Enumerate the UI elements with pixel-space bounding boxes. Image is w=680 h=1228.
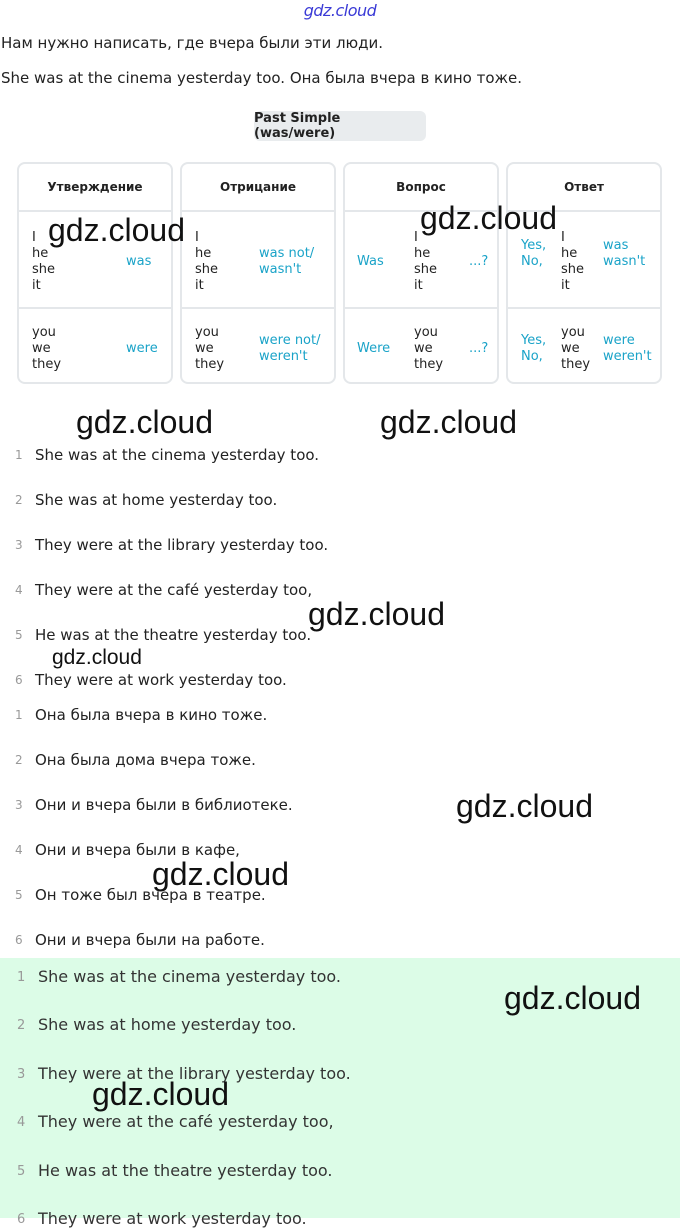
- item-number: 3: [15, 798, 23, 812]
- pronoun-list: you we they: [195, 325, 225, 372]
- item-text: Они и вчера были на работе.: [35, 931, 265, 949]
- verb-form: was: [126, 254, 152, 269]
- item-number: 5: [17, 1164, 26, 1179]
- item-number: 3: [15, 538, 23, 552]
- item-text: Она была вчера в кино тоже.: [35, 706, 268, 724]
- item-number: 2: [15, 753, 23, 767]
- item-number: 6: [15, 673, 23, 687]
- watermark: gdz.cloud: [308, 596, 445, 632]
- card-row-plural: [508, 309, 660, 404]
- item-text: She was at the cinema yesterday too.: [35, 446, 320, 464]
- verb-form: Were: [357, 341, 391, 356]
- item-text: She was at the cinema yesterday too.: [38, 967, 341, 986]
- card-row-plural: [19, 309, 171, 404]
- pronoun-list: I he she it: [195, 230, 219, 293]
- pronoun-list: I he she it: [32, 230, 56, 293]
- item-number: 4: [17, 1115, 26, 1130]
- pronoun-list: you we they: [414, 325, 444, 372]
- table-card-question: [343, 162, 499, 384]
- intro-text: Нам нужно написать, где вчера были эти люди.: [1, 34, 384, 52]
- item-number: 1: [15, 448, 23, 462]
- verb-form: were: [126, 341, 158, 356]
- yes-no: Yes, No,: [521, 238, 547, 269]
- item-text: They were at the library yesterday too.: [38, 1064, 351, 1083]
- item-number: 4: [15, 583, 23, 597]
- verb-form: were not/ weren't: [259, 333, 321, 364]
- intro-example: She was at the cinema yesterday too. Она была вчера в кино тоже.: [1, 69, 523, 87]
- card-header: Отрицание: [182, 164, 334, 212]
- pronoun-list: I he she it: [414, 230, 438, 293]
- table-card-negative: [180, 162, 336, 384]
- card-header: Утверждение: [19, 164, 171, 212]
- watermark: gdz.cloud: [48, 212, 185, 248]
- watermark: gdz.cloud: [420, 200, 557, 236]
- item-number: 4: [15, 843, 23, 857]
- item-text: He was at the theatre yesterday too.: [35, 626, 312, 644]
- verb-form: was not/ wasn't: [259, 246, 315, 277]
- pronoun-list: I he she it: [561, 230, 585, 293]
- item-number: 3: [17, 1067, 26, 1082]
- item-text: Они и вчера были в кафе,: [35, 841, 240, 859]
- item-number: 5: [15, 628, 23, 642]
- card-row-plural: [182, 309, 334, 404]
- verb-form: were weren't: [603, 333, 652, 364]
- item-text: They were at the café yesterday too,: [38, 1112, 334, 1131]
- item-text: They were at the library yesterday too.: [35, 536, 329, 554]
- grammar-topic-badge: Past Simple (was/were): [254, 111, 426, 141]
- watermark: gdz.cloud: [152, 856, 289, 892]
- watermark: gdz.cloud: [380, 404, 517, 440]
- item-text: They were at the café yesterday too,: [35, 581, 313, 599]
- yes-no: Yes, No,: [521, 333, 547, 364]
- verb-form: Was: [357, 254, 384, 269]
- item-number: 5: [15, 888, 23, 902]
- question-tail: ...?: [469, 341, 489, 356]
- card-row-singular: [182, 212, 334, 309]
- table-card-affirmative: [17, 162, 173, 384]
- item-text: She was at home yesterday too.: [35, 491, 278, 509]
- card-row-plural: [345, 309, 497, 404]
- card-header: Вопрос: [345, 164, 497, 212]
- item-number: 6: [15, 933, 23, 947]
- item-number: 1: [17, 970, 26, 985]
- item-text: He was at the theatre yesterday too.: [38, 1161, 333, 1180]
- watermark: gdz.cloud: [52, 646, 142, 669]
- pronoun-list: you we they: [561, 325, 591, 372]
- item-text: Она была дома вчера тоже.: [35, 751, 256, 769]
- item-text: They were at work yesterday too.: [38, 1209, 307, 1228]
- item-text: She was at home yesterday too.: [38, 1015, 297, 1034]
- item-number: 6: [17, 1212, 26, 1227]
- watermark: gdz.cloud: [92, 1076, 229, 1112]
- item-number: 2: [15, 493, 23, 507]
- verb-form: was wasn't: [603, 238, 646, 269]
- card-header: Ответ: [508, 164, 660, 212]
- table-card-answer: [506, 162, 662, 384]
- item-number: 2: [17, 1018, 26, 1033]
- watermark: gdz.cloud: [76, 404, 213, 440]
- item-text: Они и вчера были в библиотеке.: [35, 796, 293, 814]
- item-text: They were at work yesterday too.: [35, 671, 287, 689]
- watermark: gdz.cloud: [504, 980, 641, 1016]
- pronoun-list: you we they: [32, 325, 62, 372]
- question-tail: ...?: [469, 254, 489, 269]
- item-number: 1: [15, 708, 23, 722]
- watermark: gdz.cloud: [456, 788, 593, 824]
- site-logo[interactable]: gdz.cloud: [303, 1, 377, 20]
- item-text: Он тоже был вчера в театре.: [35, 886, 266, 904]
